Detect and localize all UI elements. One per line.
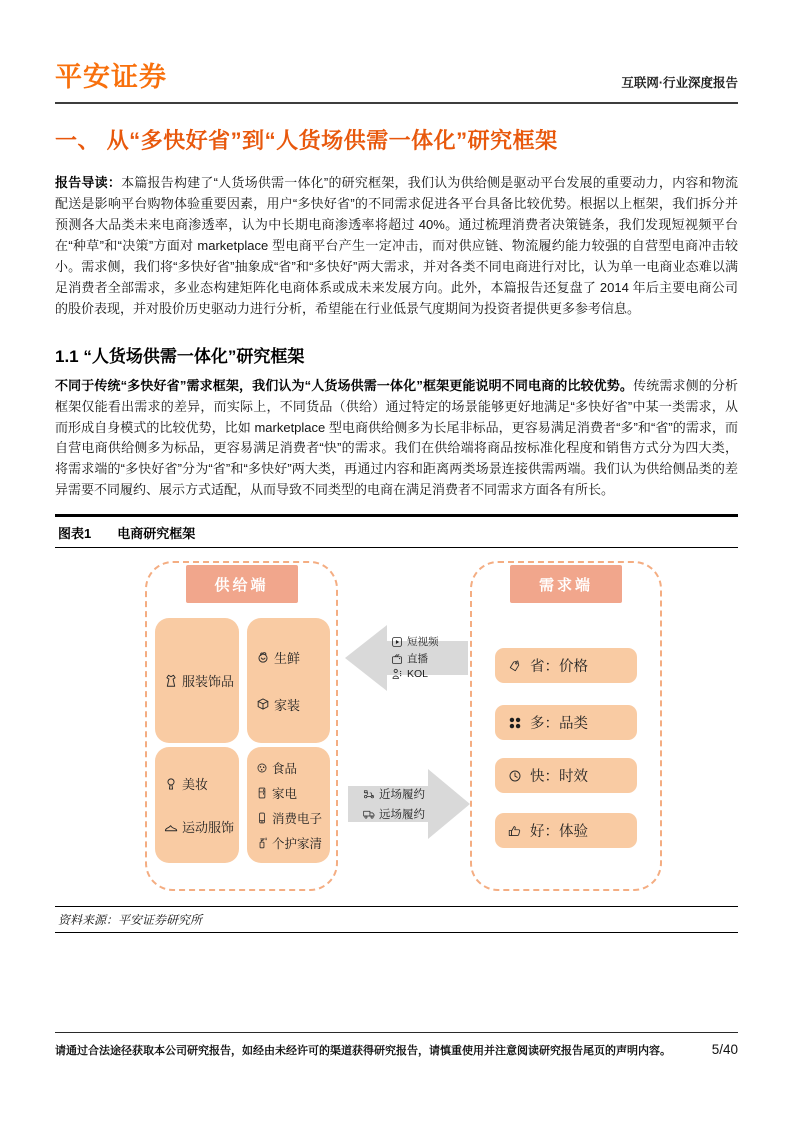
content-arrow-label: KOL bbox=[407, 668, 429, 680]
content-scene-arrow bbox=[345, 625, 468, 691]
supply-item bbox=[164, 817, 239, 836]
shoe-icon bbox=[164, 820, 178, 834]
demand-pill-experience bbox=[495, 813, 637, 848]
demand-side-header: 需求端 bbox=[510, 565, 622, 603]
supply-item-label: 食品 bbox=[272, 761, 298, 776]
supply-item bbox=[256, 695, 330, 714]
fulfillment-arrow-item bbox=[363, 806, 425, 822]
vegetable-icon bbox=[256, 650, 270, 664]
kol-person-icon bbox=[391, 668, 403, 680]
demand-pill-speed bbox=[495, 758, 637, 793]
fulfillment-arrow-label: 近场履约 bbox=[379, 789, 425, 801]
content-arrow-item bbox=[391, 634, 439, 649]
content-arrow-item bbox=[391, 651, 439, 666]
supply-item-label: 个护家清 bbox=[272, 836, 323, 851]
figure-block bbox=[55, 514, 738, 933]
content-arrow-item bbox=[391, 668, 439, 680]
supply-item bbox=[256, 784, 330, 802]
supply-item bbox=[256, 648, 330, 667]
chapter-title: 一、 从“多快好省”到“人货场供需一体化”研究框架 bbox=[55, 128, 558, 153]
fulfillment-arrow-item bbox=[363, 786, 425, 802]
pingan-securities-logo: 平安证券 bbox=[55, 62, 167, 92]
price-tag-icon bbox=[508, 659, 522, 673]
figure-caption bbox=[55, 514, 738, 548]
subsection-title: 1.1 “人货场供需一体化”研究框架 bbox=[55, 347, 305, 366]
page-number: 5/40 bbox=[711, 1042, 738, 1057]
demand-pill-price bbox=[495, 648, 637, 683]
scooter-icon bbox=[363, 788, 375, 800]
dress-icon bbox=[164, 674, 178, 688]
body-bold-sentence: 不同于传统“多快好省”需求框架，我们认为“人货场供需一体化”框架更能说明不同电商的比较优势。 bbox=[55, 378, 634, 393]
supply-card-fresh-home bbox=[247, 618, 330, 743]
supply-card-beauty-sports bbox=[155, 747, 239, 863]
supply-card-apparel bbox=[155, 618, 239, 743]
lead-paragraph bbox=[55, 172, 738, 319]
supply-item-label: 生鲜 bbox=[274, 650, 301, 666]
box-icon bbox=[256, 697, 270, 711]
page-footer bbox=[55, 1032, 738, 1058]
fulfillment-arrow-labels bbox=[363, 786, 425, 822]
page-header bbox=[55, 58, 738, 104]
supply-card-fmcg bbox=[247, 747, 330, 863]
demand-pill-variety bbox=[495, 705, 637, 740]
footer-disclaimer: 请通过合法途径获取本公司研究报告，如经由未经许可的渠道获得研究报告，请慎重使用并注意阅读研究报告尾页的声明内容。 bbox=[55, 1045, 671, 1057]
supply-item-label: 消费电子 bbox=[272, 811, 323, 826]
phone-icon bbox=[256, 812, 268, 824]
figure-label: 图表1 bbox=[58, 526, 92, 541]
supply-item-label: 运动服饰 bbox=[182, 820, 235, 835]
figure-title: 电商研究框架 bbox=[117, 526, 196, 541]
fridge-icon bbox=[256, 787, 268, 799]
body-paragraph bbox=[55, 376, 738, 501]
clock-icon bbox=[508, 769, 522, 783]
supply-side-group bbox=[145, 561, 338, 891]
play-icon bbox=[391, 636, 403, 648]
grid-dots-icon bbox=[508, 716, 522, 730]
live-tv-icon bbox=[391, 653, 403, 665]
figure-source: 资料来源：平安证券研究所 bbox=[55, 906, 738, 933]
demand-pill-label: 多：品类 bbox=[530, 716, 588, 732]
fulfillment-arrow-label: 远场履约 bbox=[379, 809, 425, 821]
demand-pill-label: 快：时效 bbox=[530, 769, 588, 785]
truck-icon bbox=[363, 808, 375, 820]
spray-icon bbox=[256, 837, 268, 849]
cookie-icon bbox=[256, 762, 268, 774]
report-type-label: 互联网·行业深度报告 bbox=[621, 76, 738, 90]
demand-pill-label: 好：体验 bbox=[530, 824, 588, 840]
content-arrow-label: 短视频 bbox=[407, 636, 439, 648]
content-arrow-labels bbox=[391, 634, 439, 680]
lead-text: 本篇报告构建了“人货场供需一体化”的研究框架，我们认为供给侧是驱动平台发展的重要动力，内容和物流配送是影响平台购物体验重要因素，用户“多快好省”的不同需求促进各平台具备比较优势。根据以上框架，我们拆分并预测各大品类未来电商渗透率，认为中长期电商渗透率将超过 40%。通过梳理消费者决策链条，我们发现短视频平台在“种草”和“决策”方面对 marketplace 型电商平台产生一定冲击，而对供应链、物流履约能力较强的自营型电商冲击较小。需求侧，我们将“多快好省”抽象成“省”和“多快好”两大需求，并对各类不同电商进行对比，认为单一电商业态难以满足消费者全部需求，多业态构建矩阵化电商体系或成未来发展方向。此外，本篇报告还复盘了 2014 年后主要电商公司的股价表现，并对股价历史驱动力进行分析，希望能在行业低景气度期间为投资者提供更多参考信息。 bbox=[55, 175, 738, 316]
fulfillment-arrow bbox=[348, 769, 470, 839]
ecommerce-framework-diagram bbox=[55, 548, 738, 906]
demand-side-group bbox=[470, 561, 662, 891]
supply-item-label: 家装 bbox=[274, 697, 301, 713]
supply-side-header: 供给端 bbox=[186, 565, 298, 603]
cosmetics-icon bbox=[164, 777, 178, 791]
lead-label: 报告导读： bbox=[55, 175, 122, 190]
supply-item bbox=[164, 774, 239, 793]
content-arrow-label: 直播 bbox=[407, 653, 428, 665]
body-text: 传统需求侧的分析框架仅能看出需求的差异，而实际上，不同货品（供给）通过特定的场景能够更好地满足“多快好省”中某一类需求，从而形成自身模式的比较优势，比如 marketplace 型电商供给侧多为长尾非标品，更容易满足消费者“多”和“省”的需求，而自营电商供给侧多为标品，更容易满足消费者“快”的需求。我们在供给端将商品按标准化程度和销售方式分为四大类，将需求端的“多快好省”分为“省”和“多快好”两大类，再通过内容和距离两类场景连接供需两端。我们认为供给侧品类的差异需要不同履约、展示方式适配，从而导致不同类型的电商在满足消费者不同需求方面各有所长。 bbox=[55, 378, 738, 497]
supply-item bbox=[256, 809, 330, 827]
demand-pill-label: 省：价格 bbox=[530, 659, 588, 675]
supply-item-label: 服装饰品 bbox=[182, 674, 235, 689]
thumbs-up-icon bbox=[508, 824, 522, 838]
supply-item bbox=[256, 759, 330, 777]
supply-item bbox=[164, 671, 239, 690]
supply-item-label: 美妆 bbox=[182, 777, 209, 792]
supply-item-label: 家电 bbox=[272, 786, 298, 801]
supply-item bbox=[256, 834, 330, 852]
